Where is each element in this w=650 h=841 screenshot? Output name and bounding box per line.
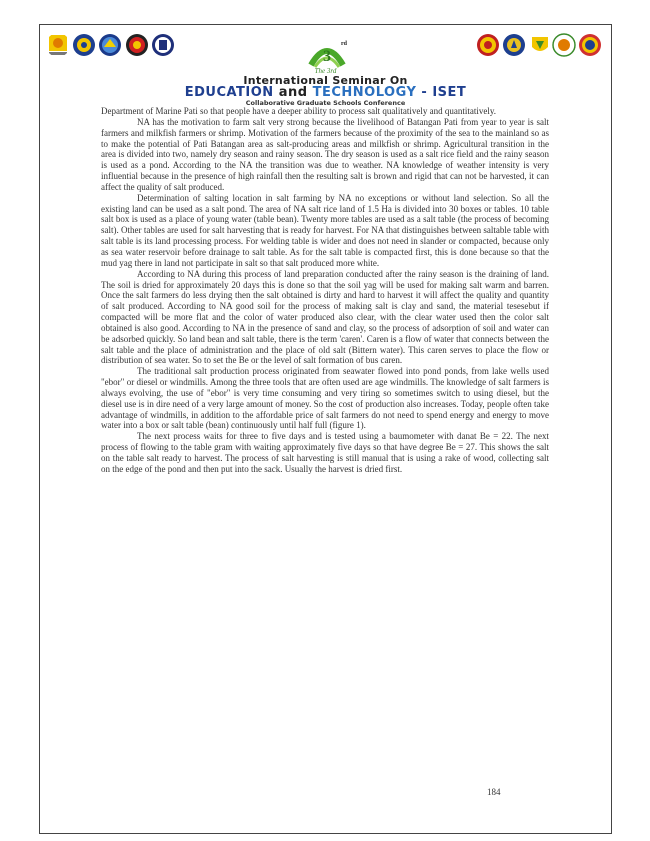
paragraph: The traditional salt production process originated from seawater flowed into pond ponds, from lake wells used "ebor" or diesel or windmills. Among the three tools that are often used are age windmills. The knowledge of salt farmers is always evolving, the use of "ebor" is very time consuming and very tiring so sometimes switch to using diesel, but the diesel use is in dire need of a very large amount of money. So the cost of production also increases. Today, people often take advantage of windmills, in addition to the affordable price of salt farmers do not need to spend energy and energy to move water into a box or salt table (bean) continuously until half full (figure 1). [101, 366, 549, 431]
university-logo-6-icon [476, 33, 500, 57]
paragraph: Department of Marine Pati so that people have a deeper ability to process salt qualitatively and quantitatively. [101, 106, 497, 116]
title-and: and [278, 85, 308, 100]
seminar-header [40, 25, 611, 105]
university-logo-9-icon [552, 33, 576, 57]
seminar-subtitle: Collaborative Graduate Schools Conference [245, 99, 406, 107]
logo-row [40, 33, 611, 67]
university-logo-10-icon [578, 33, 602, 57]
paragraph: NA has the motivation to farm salt very strong because the livelihood of Batangan Pati from year to year is salt farmers and milkfish farmers or shrimp. Motivation of the farmers because of the proximity of the sea to the mainland so as to make the potential of Pati Batangan area as salt-producing areas and milkfish or shrimp. Agricultural transition in the area is divided into two, namely dry season and rainy season. The dry season is used as a salt rice field and the rainy season is used as a pond. According to the NA the transition was due to weather. NA knowledge of weather intensity is very influential because in the presence of high rainfall then the resulting salt is brown and rigid that can not be harvested, it can affect the quality of salt produced. [101, 116, 549, 192]
paragraph: According to NA during this process of land preparation conducted after the rainy season is the draining of land. The soil is dried for approximately 20 days this is done so that the soil yag will be used for making salt warm and barren. Once the salt farmers do less drying then the salt obtained is dirty and hard to harvest it will affect the quality and quantity of salt produced. According to NA good soil for the process of making salt is clay and sand, the material tesesebut if compacted will be more flat and the color of water produced also clear, with the clear water used then the color salt obtained is also good. According to NA in the presence of sand and clay, so the process of adsorption of soil and water can be adsorbed quickly. So land bean and salt table, there is the term 'caren'. Caren is a flow of water that connects between the salt table and the place of administration and the place of old salt (Bittern water). This caren serves to place the flow or distribution of sea water. So to set the Be or the level of salt formation of bus caren. [101, 268, 549, 366]
paragraph: Determination of salting location in salt farming by NA no exceptions or without land selection. So all the existing land can be used as a salt pond. The area of NA salt rice land of 1.5 Ha is divided into 30 boxes or tables. 10 table salt box is used as a place of young water (table bean). Twenty more tables are used as a salt table (the process of becoming salt). Other tables are used for salt harvesting that is ready for harvest. For NA that distinguishes between saltable table with salt table is its land processing process. For welding table is wider and does not need in slander or compacted, because only as sea water reservoir before drainage to salt table. As for the salt table is compacted first, this is done because so that the mud yag there in land not participate in salt so that salt produced more white. [101, 192, 549, 268]
edition-label: The 3rd [314, 67, 337, 75]
university-logo-7-icon [502, 33, 526, 57]
university-logo-8-icon [528, 33, 552, 57]
page-number: 184 [487, 787, 501, 797]
university-logo-1-icon [46, 33, 70, 57]
svg-text:rd: rd [341, 41, 347, 47]
paragraph: The next process waits for three to five days and is tested using a baumometer with danat Be = 22. The next process of flowing to the table gram with waiting approximately five days so that have degree Be = 27. This shows the salt on the table salt ready to harvest. The process of salt harvesting is still manual that is using a rake of wood, collecting salt on the edge of the pond and then put into the sack. Usually the harvest is dried first. [101, 431, 549, 474]
title-iset: - ISET [421, 85, 467, 100]
title-education: EDUCATION [184, 85, 274, 100]
university-logo-5-icon [151, 33, 175, 57]
university-logo-3-icon [98, 33, 122, 57]
seminar-title-line2 [40, 85, 611, 100]
university-logo-2-icon [72, 33, 96, 57]
university-logo-4-icon [125, 33, 149, 57]
seminar-title-line1: International Seminar On [243, 74, 408, 87]
svg-text:3: 3 [323, 48, 331, 65]
title-technology: TECHNOLOGY [312, 85, 417, 100]
article-body [101, 106, 549, 475]
